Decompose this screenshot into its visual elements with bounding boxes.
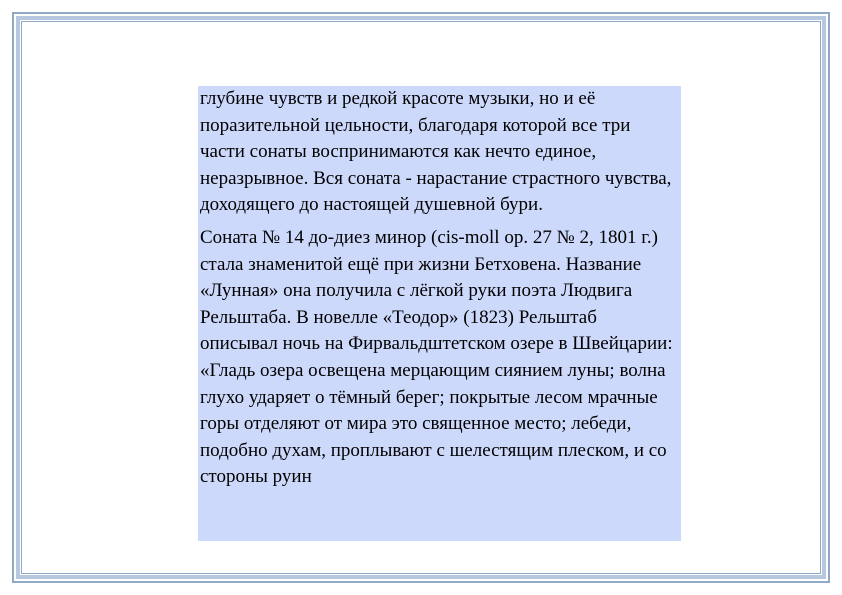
paragraph-1: глубине чувств и редкой красоте музыки, но и её поразительной цельности, благодаря которой все три части сонаты воспринимаются как нечто единое, неразрывное. Вся соната - нарастание страстного чувства, доходящего до настоящей душевной бури. — [200, 88, 672, 216]
text-box — [198, 86, 681, 541]
paragraph-2: Соната № 14 до-диез минор (cis-moll op. 27 № 2, 1801 г.) стала знаменитой ещё при жизни Бетховена. Название «Лунная» она получила с лёгкой руки поэта Людвига Рельштаба. В новелле «Теодор» (1823) Рельштаб описывал ночь на Фирвальдштетском озере в Швейцарии: «Гладь озера освещена мерцающим сиянием луны; волна глухо ударяет о тёмный берег; покрытые лесом мрачные горы отделяют от мира это священное место; лебеди, подобно духам, проплывают с шелестящим плеском, и со стороны руин — [200, 226, 673, 488]
